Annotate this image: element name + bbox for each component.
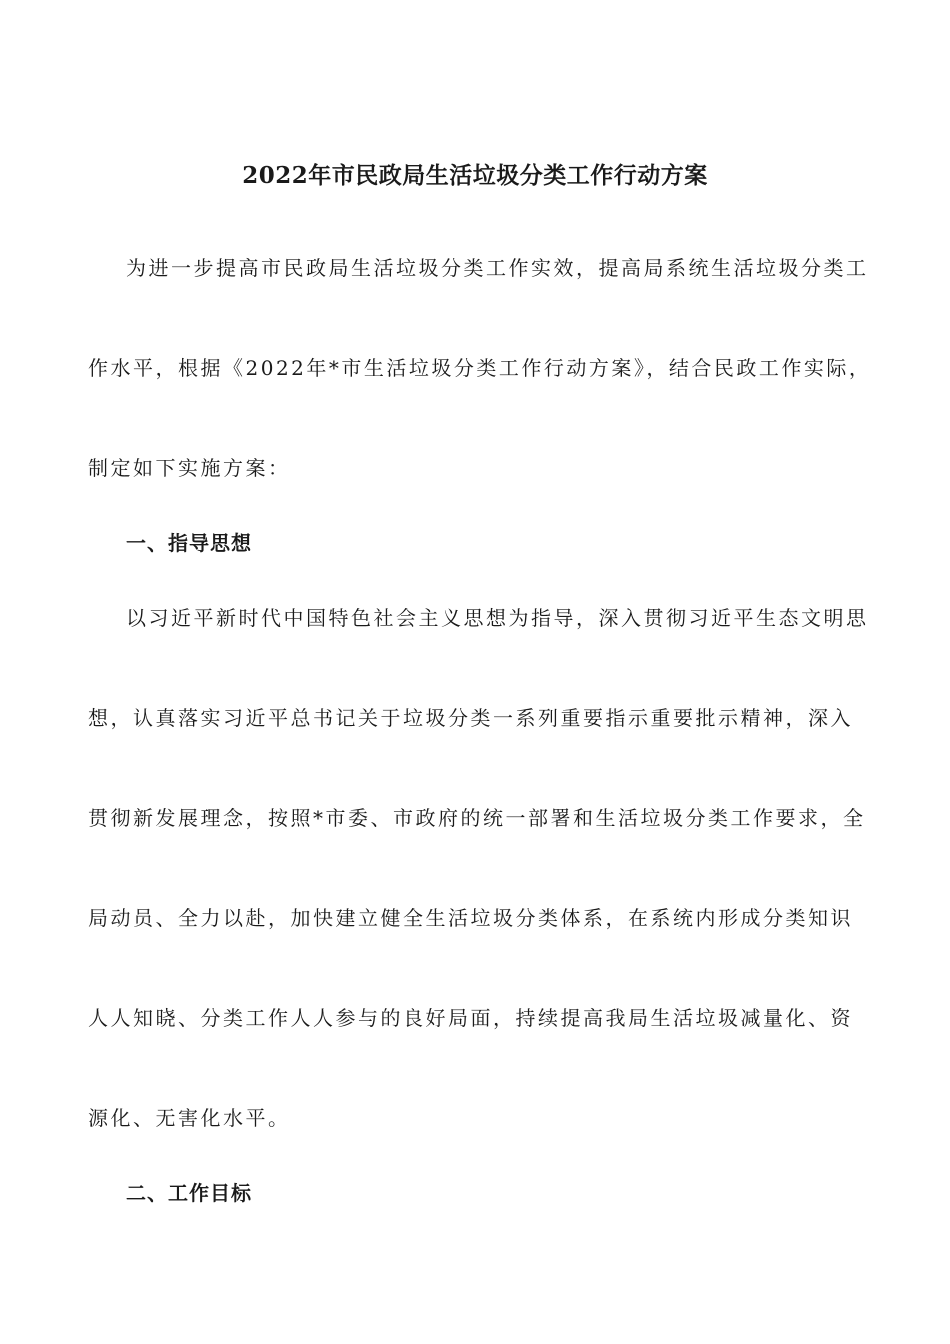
paragraph-line: 源化、无害化水平。 xyxy=(88,1106,291,1130)
paragraph-line: 想，认真落实习近平总书记关于垃圾分类一系列重要指示重要批示精神，深入 xyxy=(88,706,853,730)
document-title: 2022年市民政局生活垃圾分类工作行动方案 xyxy=(242,162,708,189)
section1-paragraph xyxy=(88,568,869,1168)
paragraph-line: 人人知晓、分类工作人人参与的良好局面，持续提高我局生活垃圾减量化、资 xyxy=(88,1006,853,1030)
paragraph-line: 为进一步提高市民政局生活垃圾分类工作实效，提高局系统生活垃圾分类工 xyxy=(126,256,869,280)
paragraph-line: 制定如下实施方案： xyxy=(88,456,291,480)
paragraph-line: 以习近平新时代中国特色社会主义思想为指导，深入贯彻习近平生态文明思 xyxy=(126,606,869,630)
intro-paragraph xyxy=(88,218,872,518)
paragraph-line: 贯彻新发展理念，按照*市委、市政府的统一部署和生活垃圾分类工作要求，全 xyxy=(88,806,866,830)
section-heading-guiding-ideology: 一、指导思想 xyxy=(126,531,252,555)
paragraph-line: 作水平，根据《2022年*市生活垃圾分类工作行动方案》，结合民政工作实际， xyxy=(88,356,872,380)
paragraph-line: 局动员、全力以赴，加快建立健全生活垃圾分类体系，在系统内形成分类知识 xyxy=(88,906,853,930)
section-heading-work-goals: 二、工作目标 xyxy=(126,1181,252,1205)
